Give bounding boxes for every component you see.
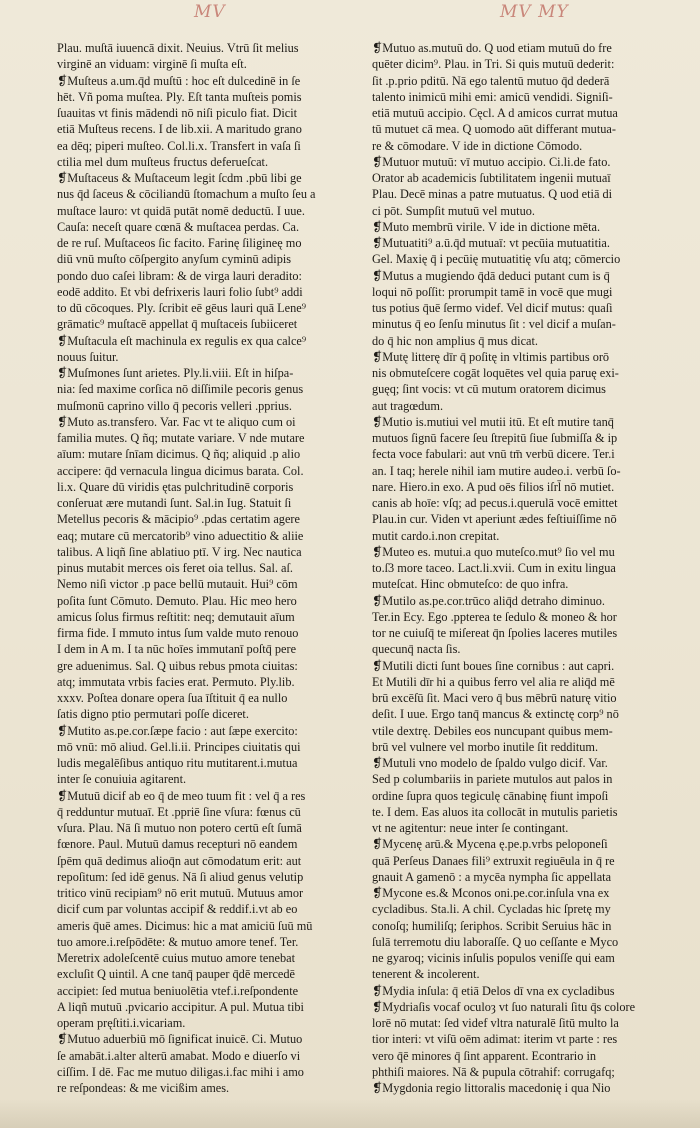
text-line: Sed p columbariis in pariete mutulos aut palos in — [372, 772, 613, 787]
text-line: te. I dem. Eas aluos ita collocāt in mutulis parietis — [372, 804, 618, 819]
text-line: ❡Mycenę arū.& Mycena ę.pe.p.vrbs peloponeſi — [372, 837, 608, 852]
text-line: ſe amabāt.i.alter alterū amabat. Modo e diuerſo vi — [57, 1048, 301, 1063]
text-line: ❡Muſtaceus & Muſtaceum legit ſcdm .pbū libi ge — [57, 171, 302, 185]
text-line: deſit. I uue. Ergo tanq̄ mancus & extinctę corp⁹ nō — [372, 707, 619, 722]
text-line: guęq; ſint vocis: vt cū mutum oratorem dicimus — [372, 382, 606, 397]
text-line: pondo duo caſei libram: & de virga lauri deradito: — [57, 268, 302, 283]
text-line: amicus ſolus firmus reſtitit: neq; demutauit aīum — [57, 609, 295, 624]
text-line: quēter dicim⁹. Plau. in Tri. Si quis mutuū dederit: — [372, 57, 615, 72]
text-line: an. I taq; herele nihil iam mutire audeo.i. verbū ſo- — [372, 463, 621, 478]
text-line: to.ſ3 more taceo. Lact.li.xvii. Cum in exitu lingua — [372, 561, 616, 575]
text-line: ❡Muſtacula eſt machinula ex regulis ex qua calce⁹ — [57, 333, 307, 348]
text-line: q̄ redduntur mutuaī. Et .ppriē ſine vſura: fœnus cū — [57, 804, 301, 819]
text-line: li.x. Quare dū viridis ętas pulchritudinē corporis — [57, 479, 294, 494]
text-line: ❡Mutuli vno modelo de ſpaldo vulgo dicif. Var. — [372, 756, 608, 770]
text-line: ❡Mutuatiti⁹ a.ū.q̄d mutuaī: vt pecūia mutuatitia. — [372, 236, 610, 250]
text-line: ❡Muſmones ſunt arietes. Ply.li.viii. Eſt in hiſpa- — [57, 366, 294, 380]
text-line: quecunq̄ nacta ſis. — [372, 642, 461, 657]
text-line: vſura. Plau. Nā ſi mutuo non potero certū eſt ſumā — [57, 821, 302, 835]
text-line: fœnore. Paul. Mutuū damus recepturi nō eandem — [57, 837, 298, 852]
text-line: ❡Mutito as.pe.cor.ſæpe facio : aut ſæpe exercito: — [57, 723, 298, 738]
text-line: nouus ſuitur. — [57, 349, 119, 364]
text-line: ne gyaroq; vicinis inſulis populos veniſſe qui eam — [372, 951, 615, 965]
text-line: ❡Mutuū dicif ab eo q̄ de meo tuum fit : vel q̄ a res — [57, 788, 306, 803]
text-line: ❡Mutuo as.mutuū do. Q uod etiam mutuū do fre — [372, 41, 612, 55]
text-line: Metellus pecoris & mācipio⁹ .pdas certatim agere — [57, 512, 300, 527]
text-line: nia: ſed maxime corſica nō diſſimile pecoris genus — [57, 382, 304, 397]
text-line: hēt. Vñ poma muſtea. Ply. Eſt tanta muſteis pomis — [57, 89, 302, 104]
text-line: talibus. A liqñ ſine ablatiuo ptī. V irg. Nec nautica — [57, 544, 302, 559]
text-line: ordine ſupra quos tegiculę cānabinę fiunt impoſi — [372, 788, 609, 803]
text-line: aīum: mutare ſnīam dicimus. Q ñq; aliquid .p alio — [57, 447, 301, 462]
text-line: diū vnū muſto cōſpergito anyſum cyminū adipis — [57, 252, 292, 267]
text-line: lorē nō mutat: ſed videf vltra naturalē ſitū multo la — [372, 1016, 619, 1030]
text-line: loqui nō poſſit: prorumpit tamē in vocē que mugi — [372, 284, 613, 299]
text-line: Nemo niſi victor .p pace bellū mutauit. Hui⁹ cōm — [57, 577, 298, 592]
text-line: operam pręſtiti.i.vicariam. — [57, 1016, 186, 1030]
text-line: ❡Mydia inſula: q̄ etiā Delos dī vna ex cycladibus — [372, 983, 615, 998]
text-line: mō vnū: mō aliud. Gel.li.ii. Principes ciuitatis qui — [57, 739, 301, 754]
text-line: Plau. Decē minas a patre mutuatus. Q uod etiā di — [372, 187, 613, 202]
text-line: tū mutuet cā mea. Q uomodo aūt differant mutua- — [372, 122, 616, 137]
text-line: atq; immutata vrbis facies erat. Permuto. Ply.lib. — [57, 674, 295, 689]
text-line: Orator ab academicis ſubtilitatem ingenii mutuaī — [372, 171, 611, 185]
text-line: ci pōt. Sumpſit mutuū vel mutuo. — [372, 203, 535, 218]
text-line: Gel. Maxię q̄ i pecūię mutuatitię vſu atq; cōmercio — [372, 252, 621, 267]
text-line: ameris q̄uē ames. Dicimus: hic a mat amiciū ſuū mū — [57, 918, 313, 933]
page-headmark-right: MV MY — [500, 2, 569, 22]
right-text-column — [372, 40, 672, 1096]
text-line: ❡Mutuo aduerbiū mō ſignificat inuicē. Ci. Mutuo — [57, 1032, 303, 1047]
text-line: accipere: q̄d vernacula lingua dicimus barata. Col. — [57, 463, 304, 478]
text-line: firma fide. I mmuto intus ſum valde muto renouo — [57, 626, 299, 640]
text-line: muſmonū caprino villo q̄ pecoris velleri .pprius. — [57, 398, 292, 413]
text-line: vtile dextrę. Debiles eos nuncupant quibus mem- — [372, 723, 613, 738]
text-line: eodē addito. Et vbi defrixeris lauri folio ſubt⁹ addi — [57, 284, 303, 299]
text-line: Et Mutili dīr hi a quibus ferro vel alia re aliq̄d mē — [372, 674, 615, 689]
text-line: ❡Mutilo as.pe.cor.trūco aliq̄d detraho diminuo. — [372, 593, 605, 608]
text-line: tus potius q̄uē ſermo videf. Vel dicif mutus: quaſi — [372, 301, 613, 315]
text-line: de re ruſ. Muſtaceos ſic facito. Farinę ſiligineę mo — [57, 236, 302, 250]
text-line: ſulā terremotu diu laboraſſe. Q uo ceſſante e Myco — [372, 934, 619, 949]
text-line: ❡Muto as.transfero. Var. Fac vt te aliquo cum oi — [57, 414, 296, 429]
text-line: tor ne cuiuſq̄ te miſereat q̄n ſpolies laceres mutiles — [372, 626, 618, 640]
text-line: re reſpondeas: & me vicißim ames. — [57, 1081, 230, 1095]
text-line: ctilia mel dum muſteus fructus deferueſcat. — [57, 154, 269, 169]
text-line: Plau.in cur. Viden vt aperiunt ædes feſtiuiſſime nō — [372, 512, 617, 527]
text-line: Plau. muſtā iuuencā dixit. Neuius. Vtrū ſit melius — [57, 41, 299, 55]
text-line: fecta voce fabulari: aut vnū tm̄ verbū dicere. Ter.i — [372, 447, 615, 462]
text-line: ❡Muſteus a.um.q̄d muſtū : hoc eſt dulcedinē in ſe — [57, 73, 301, 88]
text-line: ❡Mutili dicti ſunt boues ſine cornibus : aut capri. — [372, 658, 615, 673]
text-line: nis obmuteſcere cogāt loquētes vel quia paruę exi- — [372, 366, 619, 380]
text-line: Ter.in Ecy. Ego .ppterea te ſedulo & moneo & hor — [372, 609, 617, 624]
text-line: ſpēm quā dedimus alioq̄n aut cōmodatum erit: aut — [57, 853, 302, 868]
text-line: nus q̄d ſaceus & cōciliandū ſtomachum a muſto ſeu a — [57, 187, 316, 202]
text-line: mutuos ſignū facere ſeu ſtrepitū ſiue ſubmiſſa & ip — [372, 431, 618, 445]
text-line: ❡Muto membrū virile. V ide in dictione mēta. — [372, 219, 601, 234]
text-line: repoſitum: ſed idē genus. Nā ſi aliud genus velutip — [57, 869, 304, 884]
text-line: mutit cardo.i.non crepitat. — [372, 528, 500, 543]
text-line: do q̄ hic non amplius q̄ mus dicat. — [372, 333, 538, 348]
text-line: conoſq; humiliſq; ſeriphos. Scribit Seruius hāc in — [372, 918, 612, 933]
text-line: muteſcat. Hinc obmuteſco: de quo infra. — [372, 577, 569, 592]
text-line: A liqñ mutuū .pvicario accipitur. A pul. Mutua tibi — [57, 999, 304, 1014]
text-line: gnauit A gamenō : a mycēa nympha ſic appellata — [372, 869, 612, 884]
text-line: grāmatic⁹ muſtacē appellat q̄ muſtaceis ſubiiceret — [57, 317, 298, 332]
text-line: ❡Mygdonia regio littoralis macedonię i qua Nio — [372, 1081, 611, 1095]
text-line: vero q̄ē minores q̄ ſint apparent. Econtrario in — [372, 1048, 597, 1063]
text-line: Cauſa: neceſt quare cœnā & muſtacea perdas. Ca. — [57, 219, 300, 234]
text-line: nare. Hiero.in exo. A pud oēs filios iſrl̄ nō mutiet. — [372, 479, 615, 494]
text-line: ❡Mutuor mutuū: vī mutuo accipio. Ci.li.de fato. — [372, 154, 611, 169]
text-line: poſita ſunt Cōmuto. Demuto. Plau. Hic meo hero — [57, 593, 297, 608]
text-line: ❡Mydriaſis vocaf oculoȝ vt ſuo naturali ſitu q̄s colore — [372, 999, 636, 1014]
text-line: tritico vinū recipiam⁹ nō erit mutuū. Mutuus amor — [57, 886, 304, 900]
text-line: xxxv. Poſtea donare opera ſua īſtituit q̄ ea nullo — [57, 691, 288, 705]
text-line: to dū cōcoques. Ply. ſcribit eē gēus lauri quā Lene⁹ — [57, 301, 307, 315]
text-line: etiā mutuū accipio. Cęcl. A d amicos currat mutua — [372, 106, 618, 120]
text-line: conſeruat ære mutandi ſunt. Sal.in Iug. Statuit ſi — [57, 496, 292, 510]
text-line: etiā Muſteus recens. I de lib.xii. A maritudo grano — [57, 122, 302, 137]
text-line: ❡Mycone es.& Mconos oni.pe.cor.inſula vna ex — [372, 886, 610, 900]
text-line: canis ab hoīe: vſq; ad pecus.i.querulā vocē emittet — [372, 496, 618, 510]
text-line: minutus q̄ eo ſenſu minutus ſit : vel dicif a muſan- — [372, 317, 616, 332]
text-line: virginē an viduam: virginē ſi muſta eſt. — [57, 57, 247, 72]
text-line: ciſſim. I dē. Fac me mutuo diligas.i.fac mihi i amo — [57, 1064, 304, 1079]
text-line: ſuauitas vt finis mādendi nō niſi piculo fiat. Dicit — [57, 106, 298, 120]
text-line: aut tragœdum. — [372, 398, 444, 413]
text-line: ❡Muteo es. mutui.a quo muteſco.mut⁹ ſio vel mu — [372, 544, 615, 559]
text-line: quā Perſeus Danaes fili⁹ extruxit regiuēula in q̄ re — [372, 853, 615, 868]
text-line: cycladibus. Sta.li. A chil. Cycladas hic ſpretę my — [372, 902, 611, 917]
page-headmark-left: MV — [194, 2, 226, 22]
text-line: vt ne agitentur: neue inter ſe contingant. — [372, 821, 569, 835]
text-line: re & cōmodare. V ide in dictione Cōmodo. — [372, 138, 583, 153]
text-line: muſtace lauro: vt quidā putāt nomē deductū. I uue. — [57, 203, 305, 218]
text-line: inter ſe conuiuia agitarent. — [57, 772, 187, 787]
left-text-column — [57, 40, 357, 1096]
text-line: brū vel vulnere vel morbo inutile ſit redditum. — [372, 739, 599, 754]
text-line: ❡Mutus a mugiendo q̄dā deduci putant cum is q̄ — [372, 268, 610, 283]
text-line: talento inimicū mihi emi: amicū vendidi. Signiſi- — [372, 89, 613, 104]
text-line: Meretrix adoleſcentē cuius mutuo amore tenebat — [57, 951, 295, 965]
text-line: excluſit Q uintil. A cne tanq̄ pauper q̄dē mercedē — [57, 967, 295, 982]
text-line: phthiſi maiores. Nā & pupula cōtrahif: corrugafq; — [372, 1064, 615, 1079]
text-line: ſit .p.prio pditū. Nā ego talentū mutuo q̄d dederā — [372, 73, 610, 88]
text-line: ❡Mutę litterę dīr q̄ poſitę in vltimis partibus orō — [372, 349, 610, 364]
text-line: tuo amore.i.reſpōdēte: & mutuo amore tenef. Ter. — [57, 934, 299, 949]
text-line: tior interi: vt viſū oēm adimat: iterim vt parte : res — [372, 1032, 618, 1047]
text-line: familia mutes. Q ñq; mutate variare. V nde mutare — [57, 431, 305, 445]
text-line: accipiet: ſed mutua beniuolētia vtef.i.reſpondente — [57, 983, 299, 998]
text-line: gre aduenimus. Sal. Q uibus rebus pmota ciuitas: — [57, 658, 298, 673]
text-line: pinus mutabit merces ois feret oia tellus. Sal. aſ. — [57, 561, 293, 575]
text-line: I dem in A m. I ta nūc hoīes immutanī poſtq̄ pere — [57, 642, 297, 657]
text-line: tenerent & incolerent. — [372, 967, 480, 982]
text-line: ea dēq; piperi muſteo. Col.li.x. Transfert in vaſa ſi — [57, 138, 301, 153]
text-line: ſatis digno ptio permutari poſſe diceret. — [57, 707, 249, 722]
text-line: ludis megalēſibus antiquo ritu mutitarent.i.mutua — [57, 756, 298, 770]
text-line: ❡Mutio is.mutiui vel mutii itū. Et eſt mutire tanq̄ — [372, 414, 614, 429]
text-line: eaq; mutare cū mercatorib⁹ vino aduectitio & aliie — [57, 528, 304, 543]
text-line: brū excēſū ſit. Maci vero q̄ bus mēbrū naturę vitio — [372, 691, 617, 705]
text-line: dicif cum par voluntas accipif & reddif.i.vt ab eo — [57, 902, 298, 917]
